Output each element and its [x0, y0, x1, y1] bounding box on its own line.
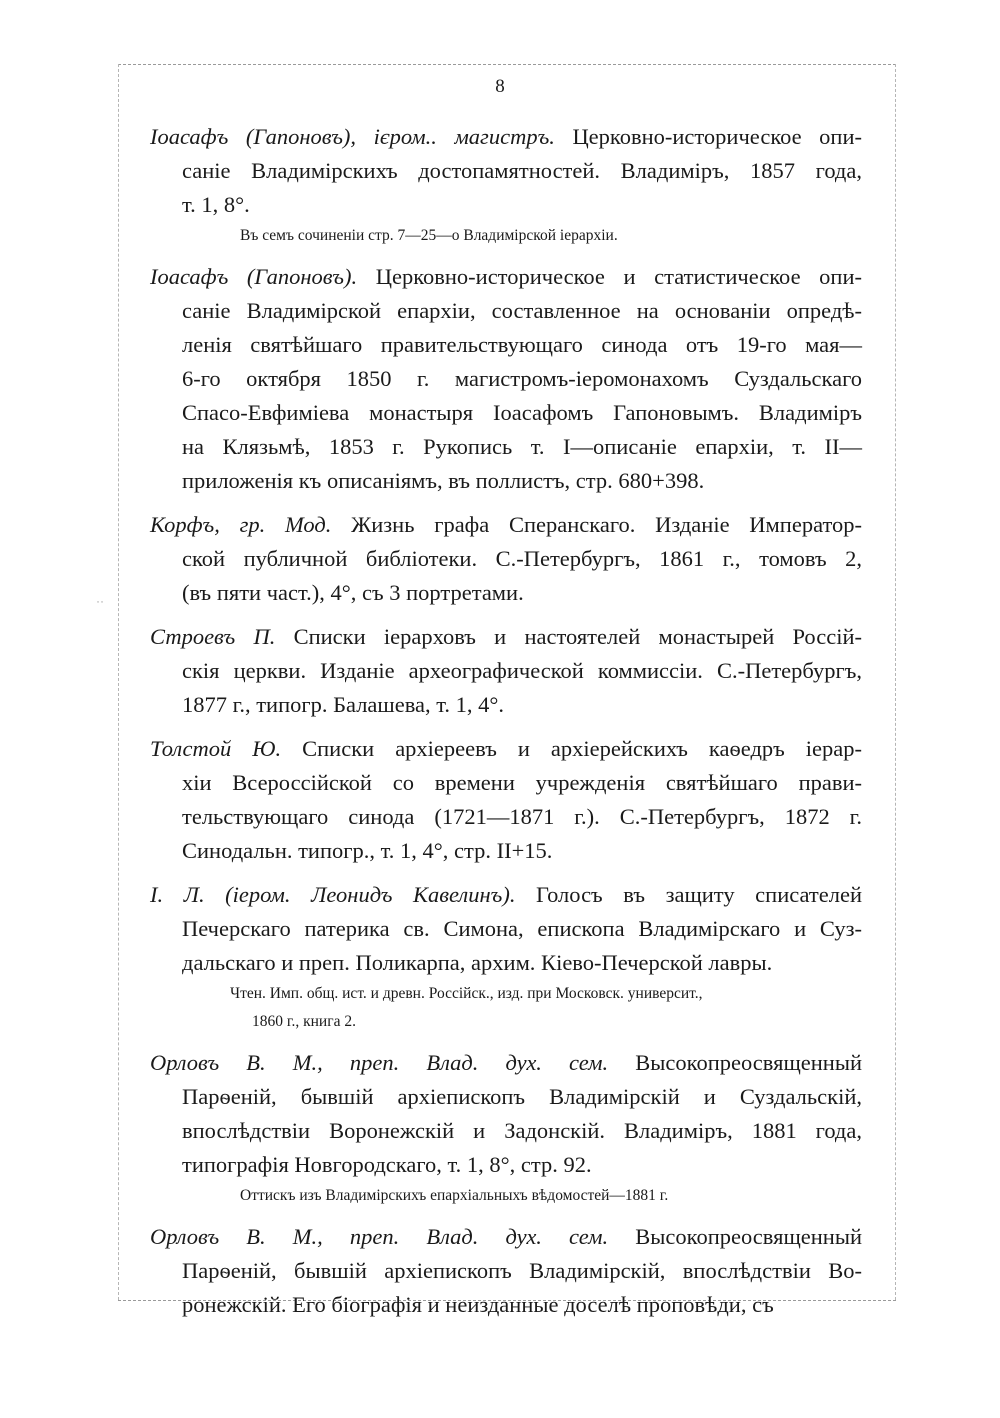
entry-line-text: Высокопреосвященный [635, 1224, 862, 1249]
entry-line-text: саніе Владимірской епархіи, составленное на основаніи опредѣ- [182, 298, 862, 323]
entry-author: Орловъ В. М., преп. Влад. дух. сем. [150, 1050, 609, 1075]
entry-line [150, 1288, 862, 1322]
scan-border-left [118, 64, 119, 1300]
entry-line [150, 120, 862, 154]
entry-text [150, 1046, 862, 1182]
entry-line [150, 362, 862, 396]
entry-author: Іоасафъ (Гапоновъ), ієром.. магистръ. [150, 124, 555, 149]
entry-line [150, 766, 862, 800]
bibliography-entry [150, 120, 862, 250]
entry-line-text: дальскаго и преп. Поликарпа, архим. Кіево-Печерской лавры. [182, 950, 773, 975]
entry-line [150, 1148, 862, 1182]
entry-line-text: Парѳеній, бывшій архіепископъ Владимірскій и Суздальскій, [182, 1084, 862, 1109]
entry-line [150, 800, 862, 834]
entry-text [150, 508, 862, 610]
entry-line-text: Списки іерарховъ и настоятелей монастырей Россій- [293, 624, 862, 649]
bibliography-entry [150, 260, 862, 498]
entry-note [150, 980, 862, 1036]
bibliography-list [150, 120, 862, 1332]
entry-line-text: хіи Всероссійской со времени учрежденія святѣйшаго прави- [182, 770, 862, 795]
margin-mark: ˙˙ [96, 598, 104, 612]
entry-line-text: Списки архіереевъ и архіерейскихъ каѳедръ іерар- [302, 736, 863, 761]
entry-line [150, 508, 862, 542]
entry-line [150, 912, 862, 946]
entry-line [150, 946, 862, 980]
entry-line-text: (въ пяти част.), 4°, съ 3 портретами. [182, 580, 524, 605]
entry-note-line: Чтен. Имп. общ. ист. и древн. Россійск., изд. при Московск. университ., [230, 985, 703, 1002]
entry-line [150, 654, 862, 688]
entry-line [150, 732, 862, 766]
entry-line [150, 154, 862, 188]
bibliography-entry [150, 878, 862, 1036]
entry-line-text: на Клязьмѣ, 1853 г. Рукопись т. I—описаніе епархіи, т. II— [182, 434, 862, 459]
entry-author: Іоасафъ (Гапоновъ). [150, 264, 358, 289]
entry-author: Толстой Ю. [150, 736, 282, 761]
bibliography-entry [150, 1046, 862, 1210]
entry-note-line: 1860 г., книга 2. [252, 1013, 356, 1030]
entry-line [150, 464, 862, 498]
entry-line-text: 1877 г., типогр. Балашева, т. 1, 4°. [182, 692, 505, 717]
entry-line-text: Высокопреосвященный [635, 1050, 862, 1075]
entry-line [150, 1254, 862, 1288]
entry-line [150, 396, 862, 430]
entry-author: Строевъ П. [150, 624, 276, 649]
entry-text [150, 1220, 862, 1322]
entry-line-text: Церковно-историческое и статистическое опи- [375, 264, 863, 289]
entry-author: I. Л. (іером. Леонидъ Кавелинъ). [150, 882, 516, 907]
entry-author: Орловъ В. М., преп. Влад. дух. сем. [150, 1224, 609, 1249]
bibliography-entry [150, 508, 862, 610]
entry-text [150, 120, 862, 222]
entry-line [150, 1114, 862, 1148]
entry-note [150, 222, 862, 250]
scan-border-right [895, 64, 896, 1300]
entry-text [150, 620, 862, 722]
entry-line-text: ленія святѣйшаго правительствующаго синода отъ 19-го мая— [182, 332, 862, 357]
entry-line [150, 1220, 862, 1254]
entry-line [150, 1046, 862, 1080]
bibliography-entry [150, 732, 862, 868]
bibliography-entry [150, 620, 862, 722]
entry-line-text: Церковно-историческое опи- [572, 124, 863, 149]
scan-border-top [118, 64, 896, 65]
entry-note [150, 1182, 862, 1210]
entry-line-text: т. 1, 8°. [182, 192, 250, 217]
entry-line [150, 688, 862, 722]
entry-author: Корфъ, гр. Мод. [150, 512, 332, 537]
entry-note-line: Оттискъ изъ Владимірскихъ епархіальныхъ вѣдомостей—1881 г. [240, 1187, 669, 1204]
entry-text [150, 878, 862, 980]
entry-line-text: ронежскій. Его біографія и неизданные доселѣ проповѣди, съ [182, 1292, 774, 1317]
entry-line [150, 260, 862, 294]
page-number: 8 [495, 76, 505, 97]
entry-line-text: Синодальн. типогр., т. 1, 4°, стр. II+15. [182, 838, 553, 863]
entry-line [150, 294, 862, 328]
bibliography-entry [150, 1220, 862, 1322]
entry-line-text: 6-го октября 1850 г. магистромъ-іеромонахомъ Суздальскаго [182, 366, 862, 391]
entry-line [150, 576, 862, 610]
entry-line [150, 1080, 862, 1114]
entry-line-text: саніе Владимірскихъ достопамятностей. Владиміръ, 1857 года, [182, 158, 862, 183]
entry-line-text: приложенія къ описаніямъ, въ поллистъ, стр. 680+398. [182, 468, 705, 493]
entry-line-text: Жизнь графа Сперанскаго. Изданіе Император- [351, 512, 862, 537]
entry-line [150, 188, 862, 222]
entry-line-text: Голосъ въ защиту списателей [536, 882, 862, 907]
entry-line [150, 620, 862, 654]
entry-line-text: Парѳеній, бывшій архіепископъ Владимірскій, впослѣдствіи Во- [182, 1258, 862, 1283]
entry-line [150, 542, 862, 576]
entry-line-text: скія церкви. Изданіе археографической коммиссіи. С.-Петербургъ, [182, 658, 862, 683]
entry-line-text: типографія Новгородскаго, т. 1, 8°, стр. 92. [182, 1152, 592, 1177]
entry-line-text: тельствующаго синода (1721—1871 г.). С.-Петербургъ, 1872 г. [182, 804, 862, 829]
entry-line [150, 328, 862, 362]
entry-line [150, 834, 862, 868]
entry-line-text: Спасо-Евфиміева монастыря Іоасафомъ Гапоновымъ. Владиміръ [182, 400, 862, 425]
entry-line-text: Печерскаго патерика св. Симона, епископа Владимірскаго и Суз- [182, 916, 862, 941]
entry-line [150, 878, 862, 912]
entry-note-line: Въ семъ сочиненіи стр. 7—25—о Владимірской іерархіи. [240, 227, 618, 244]
entry-text [150, 260, 862, 498]
entry-line [150, 430, 862, 464]
entry-line-text: ской публичной библіотеки. С.-Петербургъ, 1861 г., томовъ 2, [182, 546, 862, 571]
entry-line-text: впослѣдствіи Воронежскій и Задонскій. Владиміръ, 1881 года, [182, 1118, 862, 1143]
entry-text [150, 732, 862, 868]
